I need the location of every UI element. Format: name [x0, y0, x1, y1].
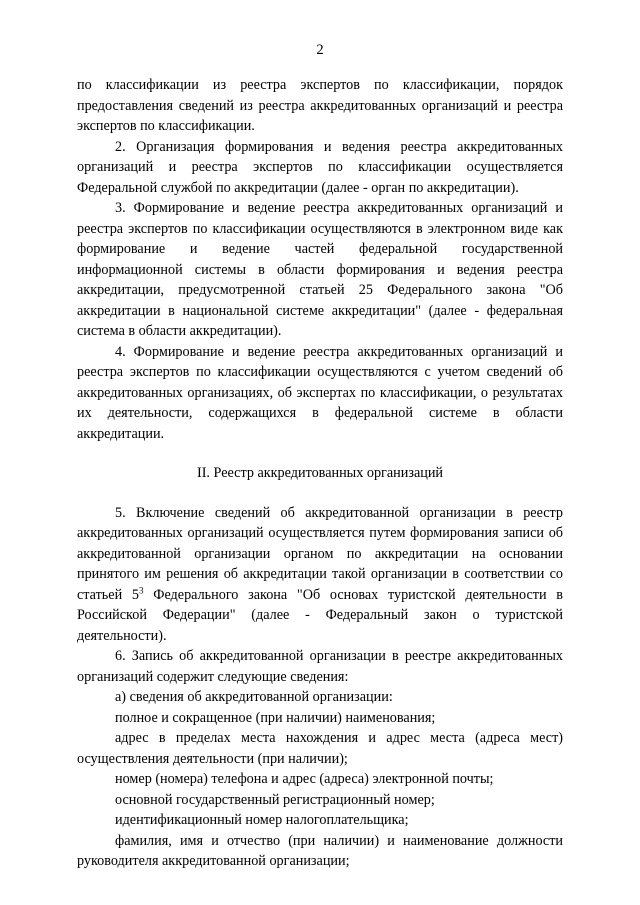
- document-body: [77, 75, 563, 872]
- paragraph-4: 4. Формирование и ведение реестра аккредитованных организаций и реестра экспертов по классификации осуществляются с учетом сведений об аккредитованных организациях, об экспертах по классификации, о результатах их деятельности, содержащихся в федеральной системе в области аккредитации.: [77, 343, 563, 442]
- list-item-address: адрес в пределах места нахождения и адрес места (адреса мест) осуществления деятельности (при наличии);: [77, 730, 563, 767]
- paragraph-continuation: по классификации из реестра экспертов по классификации, порядок предоставления сведений из реестра аккредитованных организаций и реестра экспертов по классификации.: [77, 77, 563, 134]
- list-item-head: фамилия, имя и отчество (при наличии) и наименование должности руководителя аккредитованной организации;: [77, 832, 563, 869]
- paragraph-5: [77, 503, 563, 647]
- list-item-a: а) сведения об аккредитованной организации:: [115, 689, 393, 705]
- list-item-name: полное и сокращенное (при наличии) наименования;: [115, 709, 436, 726]
- paragraph-3: 3. Формирование и ведение реестра аккредитованных организаций и реестра экспертов по классификации осуществляются в электронном виде как формирование и ведение частей федеральной государственной информационной системы в области формирования и ведения реестра аккредитации, предусмотренной статьей 25 Федерального закона "Об аккредитации в национальной системе аккредитации" (далее - федеральная система в области аккредитации).: [77, 200, 563, 339]
- list-item-ogrn: основной государственный регистрационный номер;: [115, 791, 435, 808]
- superscript-3: 3: [139, 584, 144, 595]
- page-number: 2: [316, 42, 324, 58]
- section-heading: II. Реестр аккредитованных организаций: [196, 465, 444, 481]
- list-item-inn: идентификационный номер налогоплательщика;: [115, 812, 409, 828]
- list-item-phone: номер (номера) телефона и адрес (адреса) электронной почты;: [115, 771, 494, 787]
- paragraph-2: 2. Организация формирования и ведения реестра аккредитованных организаций и реестра экспертов по классификации осуществляется Федеральной службой по аккредитации (далее - орган по аккредитации).: [77, 138, 563, 196]
- paragraph-5-text: 5. Включение сведений об аккредитованной организации в реестр аккредитованных организаций осуществляется путем формирования записи об аккредитованной организации органом по аккредитации на основании принятого им решения об аккредитации такой организации в соответствии со статьей 5: [77, 504, 563, 603]
- paragraph-5-text-end: Федерального закона "Об основах туристской деятельности в Российской Федерации" (далее - Федеральный закон о туристской деятельности).: [77, 586, 563, 644]
- paragraph-6: 6. Запись об аккредитованной организации в реестре аккредитованных организаций содержит следующие сведения:: [77, 648, 563, 685]
